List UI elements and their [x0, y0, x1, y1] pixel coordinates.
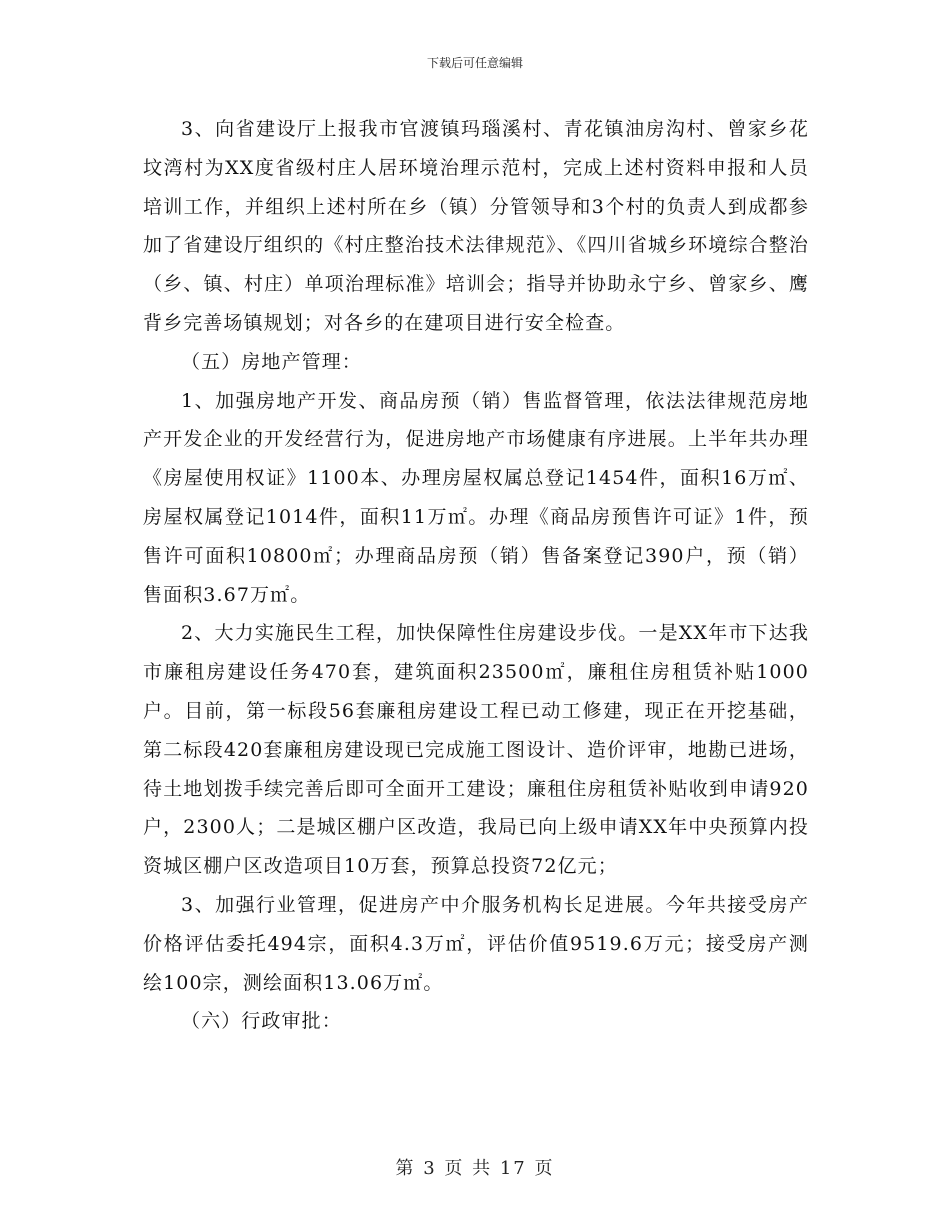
paragraph-housing-projects: 2、大力实施民生工程，加快保障性住房建设步伐。一是XX年市下达我市廉租房建设任务470套，建筑面积23500㎡，廉租住房租赁补贴1000户。目前，第一标段56套廉租房建设工程已动工修建，现正在开挖基础，第二标段420套廉租房建设现已完成施工图设计、造价评审，地勘已进场，待土地划拨手续完善后即可全面开工建设；廉租住房租赁补贴收到申请920户，2300人；二是城区棚户区改造，我局已向上级申请XX年中央预算内投资城区棚户区改造项目10万套，预算总投资72亿元；	[143, 622, 809, 878]
paragraph-item-3: 3、向省建设厅上报我市官渡镇玛瑙溪村、青花镇油房沟村、曾家乡花坟湾村为XX度省级村庄人居环境治理示范村，完成上述村资料申报和人员培训工作，并组织上述村所在乡（镇）分管领导和3个村的负责人到成都参加了省建设厅组织的《村庄整治技术法律规范》、《四川省城乡环境综合整治（乡、镇、村庄）单项治理标准》培训会；指导并协助永宁乡、曾家乡、鹰背乡完善场镇规划；对各乡的在建项目进行安全检查。	[143, 118, 809, 334]
paragraph-industry-management: 3、加强行业管理，促进房产中介服务机构长足进展。今年共接受房产价格评估委托494宗，面积4.3万㎡，评估价值9519.6万元；接受房产测绘100宗，测绘面积13.06万㎡。	[143, 893, 809, 994]
header-note: 下载后可任意编辑	[426, 56, 523, 70]
page-indicator: 第 3 页 共 17 页	[395, 1158, 555, 1179]
document-body	[143, 110, 809, 1041]
paragraph-real-estate-supervision: 1、加强房地产开发、商品房预（销）售监督管理，依法法律规范房地产开发企业的开发经营行为，促进房地产市场健康有序进展。上半年共办理《房屋使用权证》1100本、办理房屋权属总登记1454件，面积16万㎡、房屋权属登记1014件，面积11万㎡。办理《商品房预售许可证》1件，预售许可面积10800㎡；办理商品房预（销）售备案登记390户，预（销）售面积3.67万㎡。	[143, 389, 809, 606]
section-heading-admin-approval: （六）行政审批：	[181, 1010, 342, 1033]
section-heading-real-estate: （五）房地产管理：	[181, 350, 362, 373]
